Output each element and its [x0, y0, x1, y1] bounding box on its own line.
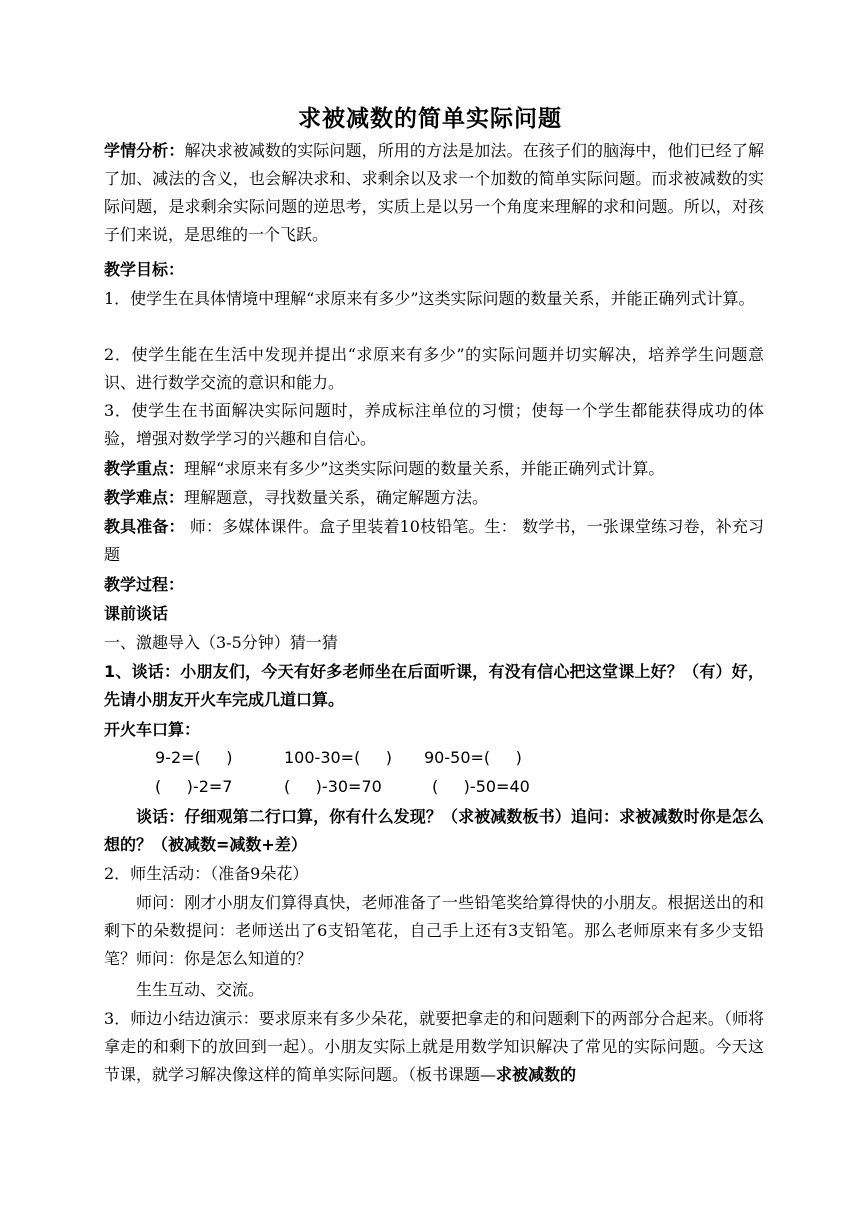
activity-paragraph: 师问：刚才小朋友们算得真快，老师准备了一些铅笔奖给算得快的小朋友。根据送出的和剩下的朵数提问：老师送出了6支铅笔花，自己手上还有3支铅笔。那么老师原来有多少支铅笔？师问：你是怎么知道的？ — [104, 893, 764, 968]
goal-item-2: 2．使学生能在生活中发现并提出“求原来有多少”的实际问题并切实解决，培养学生问题意识、进行数学交流的意识和能力。 — [104, 345, 764, 392]
process-label: 教学过程： — [104, 575, 185, 594]
talk-2-paragraph: 谈话：仔细观第二行口算，你有什么发现？（求被减数板书）追问：求被减数时你是怎么想的？（被减数=减数+差） — [104, 807, 764, 854]
pre-talk-heading: 课前谈话 — [104, 604, 169, 623]
goal-item-1: 1．使学生在具体情境中理解“求原来有多少”这类实际问题的数量关系，并能正确列式计算。 — [104, 289, 755, 308]
oral-item: 100-30=( ) — [284, 748, 392, 767]
difficulty-text: 理解题意，寻找数量关系，确定解题方法。 — [184, 488, 489, 507]
train-label: 开火车口算： — [104, 720, 201, 739]
analysis-paragraph — [104, 137, 764, 249]
tools-label: 教具准备： — [104, 517, 185, 536]
analysis-label: 学情分析： — [104, 141, 185, 160]
oral-item: 9-2=( ) — [155, 748, 233, 767]
talk-1-paragraph: 1、谈话：小朋友们，今天有好多老师坐在后面听课，有没有信心把这堂课上好？（有）好，先请小朋友开火车完成几道口算。 — [104, 662, 764, 709]
oral-item: ( )-50=40 — [432, 777, 530, 796]
section-1-heading: 一、激趣导入（3-5分钟）猜一猜 — [104, 633, 338, 652]
difficulty-label: 教学难点： — [104, 488, 185, 507]
page-title: 求被减数的简单实际问题 — [298, 105, 562, 132]
key-point-paragraph — [104, 455, 764, 483]
demo-bold-text: 求被减数的 — [496, 1065, 577, 1084]
interact-paragraph: 生生互动、交流。 — [136, 980, 265, 999]
oral-item: 90-50=( ) — [424, 748, 522, 767]
goals-label: 教学目标： — [104, 260, 185, 279]
demo-paragraph — [104, 1005, 764, 1089]
oral-item: ( )-2=7 — [155, 777, 233, 796]
goal-item-3: 3．使学生在书面解决实际问题时，养成标注单位的习惯；使每一个学生都能获得成功的体验，增强对数学学习的兴趣和自信心。 — [104, 401, 764, 448]
key-point-text: 理解“求原来有多少”这类实际问题的数量关系，并能正确列式计算。 — [184, 459, 665, 478]
tools-paragraph — [104, 513, 764, 569]
activity-label: 2．师生活动：（准备9朵花） — [104, 864, 309, 883]
difficulty-paragraph — [104, 484, 764, 512]
demo-text: 3．师边小结边演示：要求原来有多少朵花，就要把拿走的和问题剩下的两部分合起来。（师将拿走的和剩下的放回到一起）。小朋友实际上就是用数学知识解决了常见的实际问题。今天这节课，就学习解决像这样的简单实际问题。（板书课题— — [104, 1009, 764, 1084]
oral-item: ( )-30=70 — [284, 777, 382, 796]
tools-text: 师：多媒体课件。盒子里装着10枝铅笔。生： 数学书，一张课堂练习卷，补充习题 — [104, 517, 764, 564]
analysis-text: 解决求被减数的实际问题，所用的方法是加法。在孩子们的脑海中，他们已经了解了加、减法的含义，也会解决求和、求剩余以及求一个加数的简单实际问题。而求被减数的实际问题，是求剩余实际问题的逆思考，实质上是以另一个角度来理解的求和问题。所以，对孩子们来说，是思维的一个飞跃。 — [104, 141, 764, 244]
key-point-label: 教学重点： — [104, 459, 185, 478]
